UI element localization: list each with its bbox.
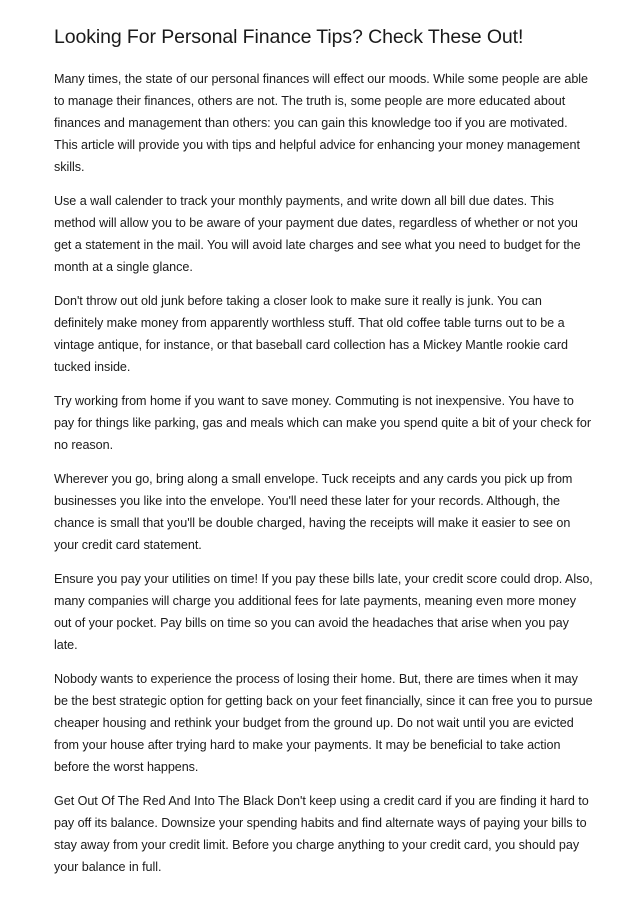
paragraph-utilities: Ensure you pay your utilities on time! If you pay these bills late, your credit score could drop. Also, many companies will charge you additional fees for late payments, meaning even more money out of your pocket. Pay bills on time so you can avoid the headaches that arise when you pay late. [54,572,593,652]
paragraph-credit-card: Get Out Of The Red And Into The Black Don't keep using a credit card if you are finding it hard to pay off its balance. Downsize your spending habits and find alternate ways of paying your bills to stay away from your credit limit. Before you charge anything to your credit card, you should pay your balance in full. [54,794,589,874]
paragraph-envelope: Wherever you go, bring along a small envelope. Tuck receipts and any cards you pick up from businesses you like into the envelope. You'll need these later for your records. Although, the chance is small that you'll be double charged, having the receipts will make it easier to see on your credit card statement. [54,472,573,552]
paragraph-intro: Many times, the state of our personal finances will effect our moods. While some people are able to manage their finances, others are not. The truth is, some people are more educated about finances and management than others: you can gain this knowledge too if you are motivated. This article will provide you with tips and helpful advice for enhancing your money management skills. [54,72,588,174]
page-title: Looking For Personal Finance Tips? Check These Out! [54,26,524,48]
paragraph-work-from-home: Try working from home if you want to save money. Commuting is not inexpensive. You have to pay for things like parking, gas and meals which can make you spend quite a bit of your check for no reason. [54,394,591,452]
document-page [54,24,594,890]
paragraph-losing-home: Nobody wants to experience the process of losing their home. But, there are times when it may be the best strategic option for getting back on your feet financially, since it can free you to pursue cheaper housing and rethink your budget from the ground up. Do not wait until you are evicted from your house after trying hard to make your payments. It may be beneficial to take action before the worst happens. [54,672,593,774]
paragraph-wall-calendar: Use a wall calender to track your monthly payments, and write down all bill due dates. This method will allow you to be aware of your payment due dates, regardless of whether or not you get a statement in the mail. You will avoid late charges and see what you need to budget for the month at a single glance. [54,194,581,274]
paragraph-old-junk: Don't throw out old junk before taking a closer look to make sure it really is junk. You can definitely make money from apparently worthless stuff. That old coffee table turns out to be a vintage antique, for instance, or that baseball card collection has a Mickey Mantle rookie card tucked inside. [54,294,568,374]
